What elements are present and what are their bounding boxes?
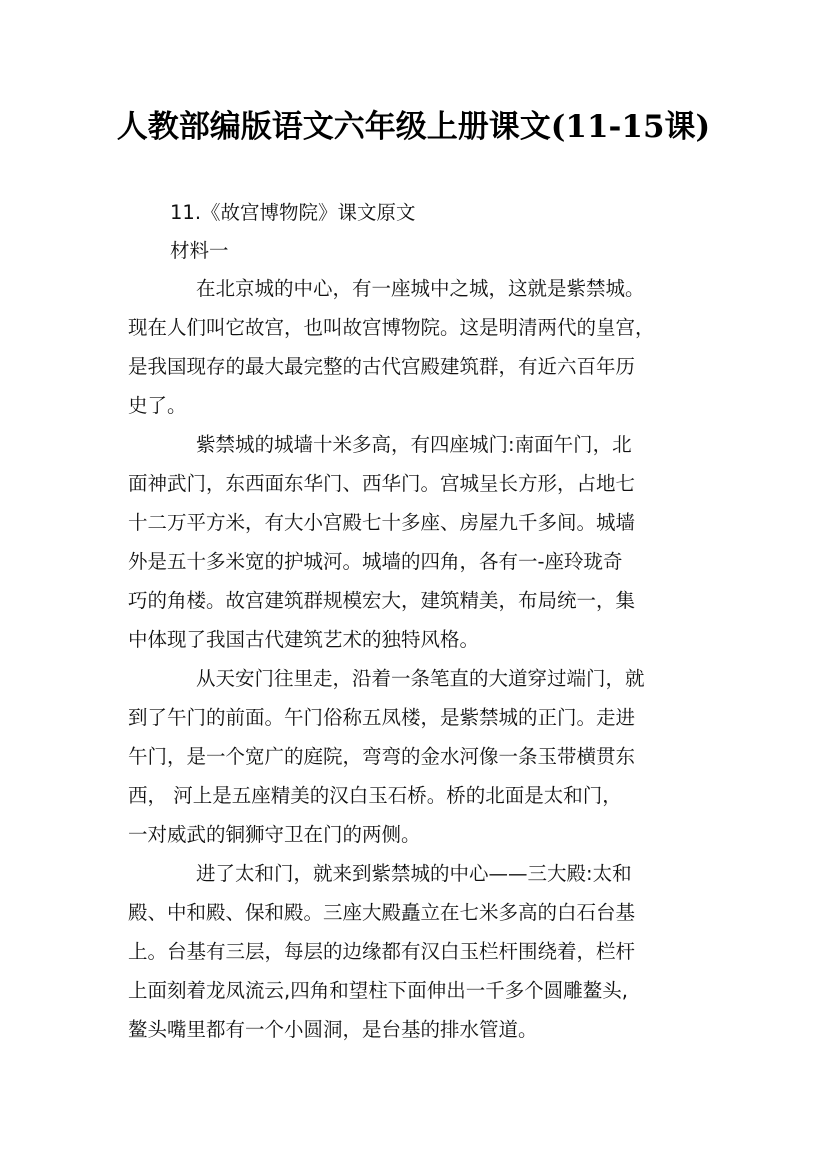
paragraph-3-line-2: 到了午门的前面。午门俗称五凤楼，是紫禁城的正门。走进 — [128, 706, 636, 729]
paragraph-3-line-3: 午门，是一个宽广的庭院，弯弯的金水河像一条玉带横贯东 — [128, 745, 636, 768]
paragraph-4-line-3: 上。台基有三层，每层的边缘都有汉白玉栏杆围绕着，栏杆 — [128, 940, 636, 963]
lesson-heading: 11.《故宫博物院》课文原文 — [170, 201, 416, 224]
paragraph-4-line-1: 进了太和门，就来到紫禁城的中心——三大殿:太和 — [196, 862, 632, 885]
paragraph-1-line-3: 是我国现存的最大最完整的古代宫殿建筑群，有近六百年历 — [128, 355, 636, 378]
paragraph-1-line-1: 在北京城的中心，有一座城中之城，这就是紫禁城。 — [196, 277, 645, 300]
paragraph-2-line-5: 巧的角楼。故宫建筑群规模宏大，建筑精美，布局统一，集 — [128, 589, 636, 612]
section-label: 材料一 — [170, 239, 229, 262]
paragraph-2-line-1: 紫禁城的城墙十米多高，有四座城门:南面午门，北 — [196, 433, 632, 456]
paragraph-3-line-4: 西， 河上是五座精美的汉白玉石桥。桥的北面是太和门， — [128, 784, 622, 807]
paragraph-3-line-5: 一对威武的铜狮守卫在门的两侧。 — [128, 823, 421, 846]
paragraph-1-line-4: 史了。 — [128, 394, 187, 417]
document-title: 人教部编版语文六年级上册课文(11-15课) — [116, 109, 711, 145]
paragraph-4-line-5: 鳌头嘴里都有一个小圆洞，是台基的排水管道。 — [128, 1018, 538, 1041]
paragraph-2-line-2: 面神武门，东西面东华门、西华门。宫城呈长方形，占地七 — [128, 472, 636, 495]
paragraph-3-line-1: 从天安门往里走，沿着一条笔直的大道穿过端门，就 — [196, 667, 645, 690]
paragraph-2-line-4: 外是五十多米宽的护城河。城墙的四角，各有一-座玲珑奇 — [128, 550, 623, 573]
paragraph-2-line-3: 十二万平方米，有大小宫殿七十多座、房屋九千多间。城墙 — [128, 511, 636, 534]
paragraph-4-line-2: 殿、中和殿、保和殿。三座大殿矗立在七米多高的白石台基 — [128, 901, 636, 924]
paragraph-2-line-6: 中体现了我国古代建筑艺术的独特风格。 — [128, 628, 480, 651]
paragraph-4-line-4: 上面刻着龙凤流云,四角和望柱下面伸出一千多个圆雕鳌头, — [128, 979, 628, 1002]
paragraph-1-line-2: 现在人们叫它故宫，也叫故宫博物院。这是明清两代的皇宫， — [128, 316, 655, 339]
